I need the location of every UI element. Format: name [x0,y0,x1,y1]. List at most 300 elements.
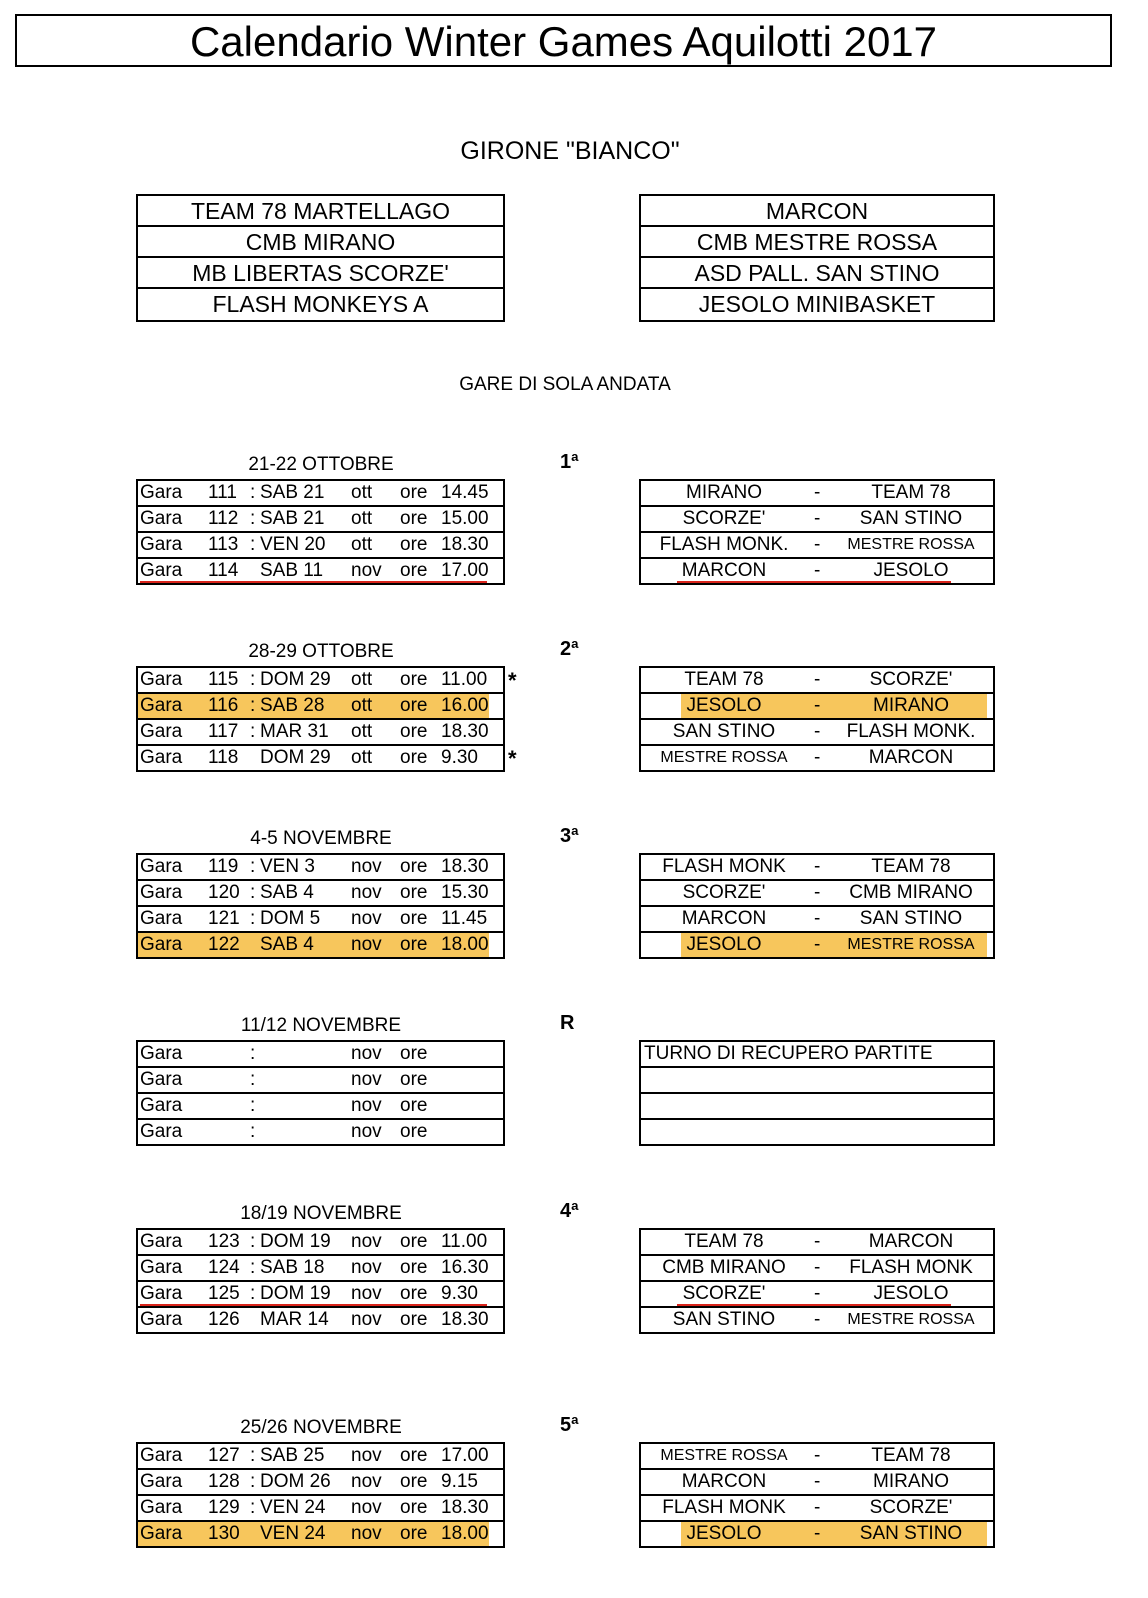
match-row [641,1120,993,1144]
game-label: Gara [140,934,183,955]
page-title: Calendario Winter Games Aquilotti 2017 [15,14,1112,67]
game-month: nov [351,908,382,929]
game-row [138,533,503,559]
game-day: SAB 25 [260,1445,325,1466]
separator: : [250,534,256,555]
game-time: 15.30 [441,882,489,903]
game-number: 129 [208,1497,240,1518]
away-team: SCORZE' [869,669,953,690]
game-day: VEN 24 [260,1523,326,1544]
match-row [641,694,993,720]
separator: : [250,1043,256,1064]
match-dash: - [814,856,821,877]
game-time: 11.00 [441,669,488,690]
game-time: 18.00 [441,1523,489,1544]
time-label: ore [400,534,428,555]
game-time: 14.45 [441,482,489,503]
game-month: nov [351,856,382,877]
time-label: ore [400,1497,428,1518]
game-label: Gara [140,882,183,903]
match-dash: - [814,1471,821,1492]
game-day: MAR 31 [260,721,329,742]
match-dash: - [814,1231,821,1252]
round-number: R [560,1012,575,1034]
games-table [136,666,505,772]
game-row [138,746,503,770]
game-number: 120 [208,882,240,903]
game-label: Gara [140,1471,183,1492]
away-team: MARCON [868,1231,954,1252]
team-name: MARCON [641,196,993,227]
game-day: VEN 24 [260,1497,326,1518]
match-dash: - [814,1309,821,1330]
separator: : [250,1231,256,1252]
game-number: 115 [208,669,239,690]
game-number: 128 [208,1471,240,1492]
match-dash: - [814,1497,821,1518]
time-label: ore [400,1309,428,1330]
game-time: 9.30 [441,747,478,768]
game-month: nov [351,1069,382,1090]
home-team: SAN STINO [672,1309,776,1330]
match-row [641,1042,993,1068]
game-label: Gara [140,721,183,742]
teams-list-left [136,194,505,322]
game-time: 18.30 [441,1497,489,1518]
match-dash: - [814,747,821,768]
match-dash: - [814,1257,821,1278]
team-name: JESOLO MINIBASKET [698,291,936,317]
game-day: DOM 26 [260,1471,331,1492]
time-label: ore [400,1445,428,1466]
game-label: Gara [140,1069,183,1090]
game-month: nov [351,882,382,903]
match-row [641,668,993,694]
away-team: SAN STINO [859,908,963,929]
game-month: nov [351,1497,382,1518]
game-number: 125 [208,1283,240,1304]
time-label: ore [400,908,428,929]
game-month: nov [351,1231,382,1252]
game-label: Gara [140,508,183,529]
time-label: ore [400,1523,428,1544]
time-label: ore [400,695,428,716]
game-label: Gara [140,482,183,503]
away-team: FLASH MONK. [846,721,976,742]
away-team: MARCON [868,747,954,768]
away-team: TEAM 78 [871,482,951,503]
game-month: nov [351,1121,382,1142]
game-row [138,933,503,957]
game-number: 116 [208,695,239,716]
separator: : [250,856,256,877]
game-number: 126 [208,1309,240,1330]
game-day: VEN 3 [260,856,315,877]
red-underline [677,1304,951,1306]
separator: : [250,1069,256,1090]
separator: : [250,908,256,929]
game-day: SAB 4 [260,934,314,955]
game-row [138,1230,503,1256]
game-time: 18.30 [441,534,489,555]
time-label: ore [400,482,428,503]
time-label: ore [400,1095,428,1116]
game-label: Gara [140,1497,183,1518]
game-month: nov [351,1257,382,1278]
match-row [641,855,993,881]
time-label: ore [400,721,428,742]
matches-table [639,853,995,959]
away-team: SAN STINO [859,508,963,529]
game-number: 118 [208,747,239,768]
away-team: CMB MIRANO [849,882,973,903]
game-day: SAB 21 [260,482,325,503]
matches-table [639,666,995,772]
home-team: FLASH MONK. [659,534,789,555]
game-time: 16.00 [441,695,489,716]
game-time: 11.45 [441,908,488,929]
team-name: CMB MESTRE ROSSA [641,227,993,258]
note-text: TURNO DI RECUPERO PARTITE [644,1043,933,1064]
time-label: ore [400,669,428,690]
match-dash: - [814,934,821,955]
asterisk-mark: * [508,746,517,771]
game-label: Gara [140,1283,183,1304]
home-team: SAN STINO [672,721,776,742]
game-month: ott [351,721,373,742]
match-dash: - [814,721,821,742]
game-day: SAB 21 [260,508,325,529]
game-time: 17.00 [441,560,489,581]
time-label: ore [400,1231,428,1252]
games-table [136,1442,505,1548]
separator: : [250,508,256,529]
game-number: 121 [208,908,240,929]
game-row [138,1496,503,1522]
game-time: 15.00 [441,508,489,529]
matches-table [639,1442,995,1548]
separator: : [250,1257,256,1278]
game-day: SAB 4 [260,882,314,903]
separator: : [250,695,256,716]
game-number: 117 [208,721,239,742]
time-label: ore [400,882,428,903]
games-table [136,1228,505,1334]
team-name: MB LIBERTAS SCORZE' [138,258,503,289]
game-label: Gara [140,695,183,716]
home-team: MIRANO [686,482,762,503]
game-month: nov [351,1095,382,1116]
away-team: MIRANO [873,695,949,716]
game-month: nov [351,934,382,955]
away-team: FLASH MONK [849,1257,973,1278]
games-table [136,853,505,959]
home-team: TEAM 78 [684,1231,764,1252]
away-team: MIRANO [873,1471,949,1492]
game-row [138,1522,503,1546]
game-time: 9.15 [441,1471,478,1492]
game-month: ott [351,534,373,555]
game-row [138,1308,503,1332]
game-row [138,720,503,746]
time-label: ore [400,1069,428,1090]
match-dash: - [814,534,821,555]
game-row [138,907,503,933]
match-dash: - [814,1523,821,1544]
game-label: Gara [140,1309,183,1330]
home-team: FLASH MONK [662,1497,786,1518]
game-month: ott [351,747,373,768]
time-label: ore [400,1121,428,1142]
match-row [641,1068,993,1094]
away-team: JESOLO [873,560,949,581]
match-row [641,1444,993,1470]
game-row [138,1068,503,1094]
matches-table [639,1040,995,1146]
separator: : [250,1497,256,1518]
game-label: Gara [140,1257,183,1278]
round-number: 5ª [560,1414,579,1436]
game-time: 9.30 [441,1283,478,1304]
match-dash: - [814,882,821,903]
home-team: JESOLO [686,695,762,716]
game-number: 112 [208,508,239,529]
separator: : [250,1095,256,1116]
game-month: nov [351,1283,382,1304]
round-number: 2ª [560,638,579,660]
time-label: ore [400,1257,428,1278]
game-month: ott [351,508,373,529]
match-row [641,1522,993,1546]
home-team: SCORZE' [682,882,766,903]
away-team: SAN STINO [859,1523,963,1544]
game-row [138,481,503,507]
game-month: nov [351,1043,382,1064]
game-row [138,1282,503,1308]
away-team: MESTRE ROSSA [847,936,975,953]
round-date: 18/19 NOVEMBRE [240,1203,402,1224]
matches-table [639,1228,995,1334]
game-label: Gara [140,534,183,555]
game-day: DOM 29 [260,669,331,690]
match-row [641,1470,993,1496]
game-month: nov [351,1445,382,1466]
game-row [138,1256,503,1282]
red-underline [140,1304,487,1306]
away-team: MESTRE ROSSA [847,1311,975,1328]
team-name: CMB MIRANO [138,227,503,258]
game-row [138,1042,503,1068]
games-table [136,1040,505,1146]
match-row [641,559,993,583]
game-month: ott [351,482,373,503]
away-team: TEAM 78 [871,856,951,877]
red-underline [140,581,487,583]
game-month: ott [351,669,373,690]
time-label: ore [400,560,428,581]
time-label: ore [400,1471,428,1492]
game-label: Gara [140,1231,183,1252]
round-date: 25/26 NOVEMBRE [240,1417,402,1438]
game-day: DOM 19 [260,1283,331,1304]
game-time: 18.30 [441,721,489,742]
match-row [641,507,993,533]
game-number: 111 [208,482,237,503]
game-row [138,559,503,583]
home-team: CMB MIRANO [662,1257,786,1278]
game-label: Gara [140,908,183,929]
round-number: 1ª [560,451,579,473]
separator: : [250,482,256,503]
game-label: Gara [140,1095,183,1116]
time-label: ore [400,747,428,768]
round-number: 3ª [560,825,579,847]
match-dash: - [814,908,821,929]
game-time: 18.00 [441,934,489,955]
game-number: 127 [208,1445,240,1466]
game-row [138,668,503,694]
match-row [641,1230,993,1256]
away-team: JESOLO [873,1283,949,1304]
home-team: TEAM 78 [684,669,764,690]
away-team: TEAM 78 [871,1445,951,1466]
game-label: Gara [140,856,183,877]
game-row [138,1470,503,1496]
home-team: MARCON [681,560,767,581]
matches-table [639,479,995,585]
separator: : [250,1471,256,1492]
round-date: 11/12 NOVEMBRE [240,1015,402,1036]
game-day: DOM 5 [260,908,321,929]
games-table [136,479,505,585]
game-label: Gara [140,747,183,768]
game-row [138,694,503,720]
game-row [138,855,503,881]
match-row [641,881,993,907]
game-row [138,1444,503,1470]
match-dash: - [814,1445,821,1466]
game-month: nov [351,1309,382,1330]
team-name: TEAM 78 MARTELLAGO [138,196,503,227]
time-label: ore [400,856,428,877]
match-dash: - [814,1283,821,1304]
match-row [641,481,993,507]
game-day: VEN 20 [260,534,326,555]
separator: : [250,1121,256,1142]
home-team: SCORZE' [682,508,766,529]
game-row [138,881,503,907]
match-dash: - [814,695,821,716]
home-team: MARCON [681,1471,767,1492]
game-day: SAB 28 [260,695,325,716]
match-row [641,746,993,770]
match-row [641,533,993,559]
match-row [641,907,993,933]
game-time: 16.30 [441,1257,489,1278]
match-row [641,1256,993,1282]
home-team: MARCON [681,908,767,929]
match-row [641,1496,993,1522]
game-label: Gara [140,669,183,690]
game-label: Gara [140,560,183,581]
match-row [641,933,993,957]
separator: : [250,721,256,742]
game-number: 113 [208,534,239,555]
round-date: 28-29 OTTOBRE [248,641,394,662]
match-dash: - [814,669,821,690]
game-row [138,1094,503,1120]
match-row [641,720,993,746]
home-team: FLASH MONK [662,856,786,877]
match-dash: - [814,482,821,503]
time-label: ore [400,508,428,529]
game-number: 122 [208,934,240,955]
group-heading: GIRONE "BIANCO" [460,137,680,165]
home-team: MESTRE ROSSA [660,1447,788,1464]
home-team: MESTRE ROSSA [660,749,788,766]
schedule-subtitle: GARE DI SOLA ANDATA [459,374,671,395]
time-label: ore [400,934,428,955]
game-day: DOM 29 [260,747,331,768]
home-team: JESOLO [686,934,762,955]
game-month: nov [351,560,382,581]
game-time: 11.00 [441,1231,488,1252]
game-label: Gara [140,1043,183,1064]
separator: : [250,882,256,903]
teams-list-right [639,194,995,322]
asterisk-mark: * [508,668,517,693]
game-number: 130 [208,1523,240,1544]
game-time: 17.00 [441,1445,489,1466]
game-day: DOM 19 [260,1231,331,1252]
team-name: ASD PALL. SAN STINO [641,258,993,289]
match-row [641,1282,993,1308]
time-label: ore [400,1043,428,1064]
home-team: JESOLO [686,1523,762,1544]
game-number: 124 [208,1257,240,1278]
game-label: Gara [140,1523,183,1544]
separator: : [250,1283,256,1304]
game-day: SAB 18 [260,1257,325,1278]
game-time: 18.30 [441,1309,489,1330]
round-date: 4-5 NOVEMBRE [250,828,392,849]
match-row [641,1308,993,1332]
game-day: SAB 11 [260,560,324,581]
red-underline [677,581,951,583]
game-number: 119 [208,856,239,877]
game-time: 18.30 [441,856,489,877]
round-date: 21-22 OTTOBRE [248,454,394,475]
game-row [138,1120,503,1144]
game-label: Gara [140,1445,183,1466]
separator: : [250,1445,256,1466]
round-number: 4ª [560,1200,579,1222]
game-number: 123 [208,1231,240,1252]
home-team: SCORZE' [682,1283,766,1304]
game-number: 114 [208,560,239,581]
separator: : [250,669,256,690]
game-month: ott [351,695,373,716]
game-month: nov [351,1523,382,1544]
team-name: FLASH MONKEYS A [212,291,429,317]
game-month: nov [351,1471,382,1492]
away-team: MESTRE ROSSA [847,536,975,553]
game-row [138,507,503,533]
match-row [641,1094,993,1120]
match-dash: - [814,508,821,529]
away-team: SCORZE' [869,1497,953,1518]
game-label: Gara [140,1121,183,1142]
